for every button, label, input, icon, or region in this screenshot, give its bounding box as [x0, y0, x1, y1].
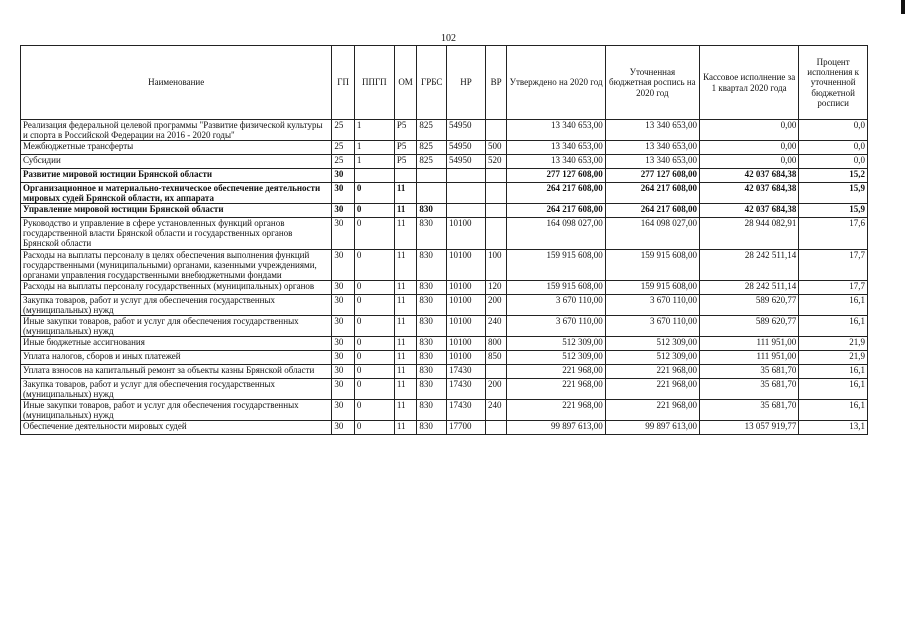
cell-approved: 3 670 110,00 — [507, 294, 605, 315]
table-row — [21, 141, 868, 155]
cell-pgp: 0 — [354, 183, 394, 204]
cell-vr: 240 — [485, 400, 507, 421]
cell-percent: 17,7 — [799, 249, 868, 280]
cell-grbs — [417, 183, 447, 204]
cell-name: Уплата налогов, сборов и иных платежей — [21, 351, 332, 365]
header-percent: Процент исполнения к уточненной бюджетной росписи — [799, 46, 868, 120]
cell-vr: 520 — [485, 155, 507, 169]
cell-refined: 3 670 110,00 — [605, 315, 699, 336]
cell-approved: 277 127 608,00 — [507, 169, 605, 183]
cell-nr: 17430 — [447, 379, 486, 400]
cell-pgp: 1 — [354, 141, 394, 155]
cell-name: Организационное и материально-техническое обеспечение деятельности мировых судей Брянской области, их аппарата — [21, 183, 332, 204]
cell-approved: 221 968,00 — [507, 365, 605, 379]
header-nr: НР — [447, 46, 486, 120]
cell-percent: 16,1 — [799, 379, 868, 400]
cell-name: Обеспечение деятельности мировых судей — [21, 421, 332, 435]
cell-name: Развитие мировой юстиции Брянской области — [21, 169, 332, 183]
cell-nr: 10100 — [447, 351, 486, 365]
cell-vr — [485, 218, 507, 249]
cell-grbs: 830 — [417, 249, 447, 280]
cell-refined: 277 127 608,00 — [605, 169, 699, 183]
budget-table — [20, 45, 868, 435]
cell-gp: 30 — [332, 280, 355, 294]
cell-grbs: 830 — [417, 280, 447, 294]
table-row — [21, 365, 868, 379]
cell-gp: 30 — [332, 379, 355, 400]
cell-percent: 0,0 — [799, 141, 868, 155]
table-row — [21, 315, 868, 336]
cell-cash: 28 242 511,14 — [699, 249, 798, 280]
table-row — [21, 379, 868, 400]
cell-nr: 10100 — [447, 249, 486, 280]
cell-vr: 200 — [485, 379, 507, 400]
cell-cash: 0,00 — [699, 141, 798, 155]
cell-cash: 42 037 684,38 — [699, 169, 798, 183]
cell-vr — [485, 365, 507, 379]
cell-percent: 17,7 — [799, 280, 868, 294]
table-row — [21, 204, 868, 218]
cell-name: Расходы на выплаты персоналу государственных (муниципальных) органов — [21, 280, 332, 294]
table-row — [21, 249, 868, 280]
table-row — [21, 120, 868, 141]
table-row — [21, 351, 868, 365]
cell-gp: 30 — [332, 204, 355, 218]
cell-gp: 30 — [332, 400, 355, 421]
cell-percent: 16,1 — [799, 365, 868, 379]
cell-percent: 15,2 — [799, 169, 868, 183]
cell-pgp: 0 — [354, 249, 394, 280]
cell-vr: 100 — [485, 249, 507, 280]
cell-pgp: 0 — [354, 218, 394, 249]
cell-refined: 221 968,00 — [605, 379, 699, 400]
cell-om: 11 — [394, 365, 417, 379]
cell-om: 11 — [394, 280, 417, 294]
cell-om — [394, 169, 417, 183]
cell-refined: 13 340 653,00 — [605, 155, 699, 169]
cell-percent: 21,9 — [799, 351, 868, 365]
cell-pgp: 0 — [354, 280, 394, 294]
cell-name: Иные закупки товаров, работ и услуг для обеспечения государственных (муниципальных) нужд — [21, 400, 332, 421]
cell-cash: 42 037 684,38 — [699, 204, 798, 218]
cell-approved: 13 340 653,00 — [507, 155, 605, 169]
cell-om: 11 — [394, 400, 417, 421]
cell-approved: 221 968,00 — [507, 379, 605, 400]
cell-vr: 850 — [485, 351, 507, 365]
cell-refined: 159 915 608,00 — [605, 280, 699, 294]
cell-gp: 30 — [332, 351, 355, 365]
cell-om: 11 — [394, 183, 417, 204]
table-row — [21, 294, 868, 315]
cell-name: Реализация федеральной целевой программы "Развитие физической культуры и спорта в Российской Федерации на 2016 - 2020 годы" — [21, 120, 332, 141]
cell-om: 11 — [394, 315, 417, 336]
header-om: ОМ — [394, 46, 417, 120]
cell-name: Расходы на выплаты персоналу в целях обеспечения выполнения функций государственными (муниципальными) органами, казенными учреждениями, органами управления государственными внебюджетными фондами — [21, 249, 332, 280]
cell-pgp: 1 — [354, 120, 394, 141]
cell-gp: 25 — [332, 155, 355, 169]
cell-om: 11 — [394, 379, 417, 400]
cell-gp: 30 — [332, 183, 355, 204]
cell-nr — [447, 169, 486, 183]
page-number: 102 — [441, 33, 456, 44]
cell-cash: 28 242 511,14 — [699, 280, 798, 294]
cell-om: P5 — [394, 120, 417, 141]
cell-refined: 264 217 608,00 — [605, 204, 699, 218]
cell-grbs: 830 — [417, 421, 447, 435]
cell-pgp — [354, 169, 394, 183]
cell-nr: 10100 — [447, 337, 486, 351]
cell-grbs: 830 — [417, 204, 447, 218]
cell-approved: 264 217 608,00 — [507, 204, 605, 218]
cell-om: 11 — [394, 218, 417, 249]
cell-pgp: 0 — [354, 204, 394, 218]
cell-pgp: 1 — [354, 155, 394, 169]
header-refined: Уточненная бюджетная роспись на 2020 год — [605, 46, 699, 120]
cell-grbs: 830 — [417, 337, 447, 351]
cell-nr — [447, 183, 486, 204]
cell-percent: 0,0 — [799, 120, 868, 141]
cell-cash: 589 620,77 — [699, 294, 798, 315]
cell-approved: 264 217 608,00 — [507, 183, 605, 204]
cell-nr: 10100 — [447, 280, 486, 294]
cell-cash: 111 951,00 — [699, 351, 798, 365]
cell-gp: 30 — [332, 169, 355, 183]
cell-cash: 0,00 — [699, 120, 798, 141]
cell-cash: 13 057 919,77 — [699, 421, 798, 435]
cell-name: Межбюджетные трансферты — [21, 141, 332, 155]
cell-refined: 512 309,00 — [605, 351, 699, 365]
cell-gp: 25 — [332, 120, 355, 141]
header-pgp: ППГП — [354, 46, 394, 120]
cell-gp: 30 — [332, 249, 355, 280]
cell-percent: 17,6 — [799, 218, 868, 249]
cell-percent: 21,9 — [799, 337, 868, 351]
cell-cash: 589 620,77 — [699, 315, 798, 336]
cell-gp: 30 — [332, 365, 355, 379]
cell-om: 11 — [394, 204, 417, 218]
header-grbs: ГРБС — [417, 46, 447, 120]
cell-nr: 17430 — [447, 365, 486, 379]
table-row — [21, 337, 868, 351]
cell-vr — [485, 204, 507, 218]
cell-nr: 10100 — [447, 315, 486, 336]
table-row — [21, 400, 868, 421]
cell-grbs: 830 — [417, 365, 447, 379]
cell-approved: 159 915 608,00 — [507, 280, 605, 294]
cell-refined: 221 968,00 — [605, 365, 699, 379]
cell-nr: 10100 — [447, 294, 486, 315]
cell-gp: 30 — [332, 421, 355, 435]
cell-approved: 221 968,00 — [507, 400, 605, 421]
cell-refined: 264 217 608,00 — [605, 183, 699, 204]
cell-cash: 35 681,70 — [699, 365, 798, 379]
cell-pgp: 0 — [354, 400, 394, 421]
cell-grbs: 825 — [417, 120, 447, 141]
header-gp: ГП — [332, 46, 355, 120]
header-cash: Кассовое исполнение за 1 квартал 2020 года — [699, 46, 798, 120]
cell-approved: 164 098 027,00 — [507, 218, 605, 249]
cell-nr: 17430 — [447, 400, 486, 421]
scan-corner-mark — [901, 0, 905, 14]
cell-name: Управление мировой юстиции Брянской области — [21, 204, 332, 218]
cell-grbs: 825 — [417, 141, 447, 155]
cell-grbs: 830 — [417, 351, 447, 365]
cell-approved: 13 340 653,00 — [507, 141, 605, 155]
cell-vr: 500 — [485, 141, 507, 155]
cell-cash: 35 681,70 — [699, 400, 798, 421]
cell-vr — [485, 169, 507, 183]
cell-vr: 200 — [485, 294, 507, 315]
cell-cash: 111 951,00 — [699, 337, 798, 351]
cell-cash: 42 037 684,38 — [699, 183, 798, 204]
cell-percent: 13,1 — [799, 421, 868, 435]
cell-refined: 512 309,00 — [605, 337, 699, 351]
cell-nr: 10100 — [447, 218, 486, 249]
cell-pgp: 0 — [354, 315, 394, 336]
cell-approved: 512 309,00 — [507, 337, 605, 351]
cell-grbs: 830 — [417, 379, 447, 400]
cell-refined: 3 670 110,00 — [605, 294, 699, 315]
cell-vr — [485, 120, 507, 141]
table-header-row — [21, 46, 868, 120]
cell-vr: 800 — [485, 337, 507, 351]
table-row — [21, 280, 868, 294]
cell-nr: 54950 — [447, 141, 486, 155]
cell-approved: 13 340 653,00 — [507, 120, 605, 141]
cell-grbs: 830 — [417, 315, 447, 336]
table-body — [21, 120, 868, 435]
table-row — [21, 155, 868, 169]
cell-gp: 30 — [332, 294, 355, 315]
cell-refined: 159 915 608,00 — [605, 249, 699, 280]
cell-gp: 30 — [332, 218, 355, 249]
cell-pgp: 0 — [354, 337, 394, 351]
cell-approved: 512 309,00 — [507, 351, 605, 365]
cell-name: Руководство и управление в сфере установленных функций органов государственной власти Брянской области и государственных органов Брянской области — [21, 218, 332, 249]
header-name: Наименование — [21, 46, 332, 120]
cell-gp: 30 — [332, 315, 355, 336]
table-row — [21, 169, 868, 183]
cell-nr: 54950 — [447, 155, 486, 169]
cell-refined: 221 968,00 — [605, 400, 699, 421]
cell-refined: 13 340 653,00 — [605, 141, 699, 155]
cell-pgp: 0 — [354, 365, 394, 379]
cell-om: P5 — [394, 155, 417, 169]
cell-grbs: 830 — [417, 400, 447, 421]
cell-name: Иные бюджетные ассигнования — [21, 337, 332, 351]
cell-refined: 13 340 653,00 — [605, 120, 699, 141]
cell-om: 11 — [394, 337, 417, 351]
cell-pgp: 0 — [354, 351, 394, 365]
cell-approved: 99 897 613,00 — [507, 421, 605, 435]
cell-refined: 164 098 027,00 — [605, 218, 699, 249]
header-vr: ВР — [485, 46, 507, 120]
cell-nr — [447, 204, 486, 218]
cell-percent: 16,1 — [799, 315, 868, 336]
cell-percent: 16,1 — [799, 294, 868, 315]
cell-om: 11 — [394, 421, 417, 435]
cell-om: 11 — [394, 294, 417, 315]
cell-pgp: 0 — [354, 294, 394, 315]
cell-percent: 16,1 — [799, 400, 868, 421]
cell-gp: 30 — [332, 337, 355, 351]
table-row — [21, 218, 868, 249]
cell-approved: 159 915 608,00 — [507, 249, 605, 280]
cell-name: Закупка товаров, работ и услуг для обеспечения государственных (муниципальных) нужд — [21, 379, 332, 400]
cell-om: P5 — [394, 141, 417, 155]
cell-vr — [485, 183, 507, 204]
cell-grbs: 830 — [417, 218, 447, 249]
cell-cash: 28 944 082,91 — [699, 218, 798, 249]
header-approved: Утверждено на 2020 год — [507, 46, 605, 120]
cell-approved: 3 670 110,00 — [507, 315, 605, 336]
cell-cash: 0,00 — [699, 155, 798, 169]
cell-vr — [485, 421, 507, 435]
table-row — [21, 183, 868, 204]
cell-percent: 15,9 — [799, 183, 868, 204]
cell-om: 11 — [394, 249, 417, 280]
table-row — [21, 421, 868, 435]
cell-name: Закупка товаров, работ и услуг для обеспечения государственных (муниципальных) нужд — [21, 294, 332, 315]
cell-nr: 17700 — [447, 421, 486, 435]
cell-om: 11 — [394, 351, 417, 365]
cell-percent: 15,9 — [799, 204, 868, 218]
cell-vr: 120 — [485, 280, 507, 294]
cell-pgp: 0 — [354, 379, 394, 400]
cell-grbs: 825 — [417, 155, 447, 169]
cell-gp: 25 — [332, 141, 355, 155]
cell-vr: 240 — [485, 315, 507, 336]
cell-cash: 35 681,70 — [699, 379, 798, 400]
cell-name: Субсидии — [21, 155, 332, 169]
cell-grbs: 830 — [417, 294, 447, 315]
cell-percent: 0,0 — [799, 155, 868, 169]
cell-name: Иные закупки товаров, работ и услуг для обеспечения государственных (муниципальных) нужд — [21, 315, 332, 336]
cell-refined: 99 897 613,00 — [605, 421, 699, 435]
cell-pgp: 0 — [354, 421, 394, 435]
cell-nr: 54950 — [447, 120, 486, 141]
cell-name: Уплата взносов на капитальный ремонт за объекты казны Брянской области — [21, 365, 332, 379]
cell-grbs — [417, 169, 447, 183]
